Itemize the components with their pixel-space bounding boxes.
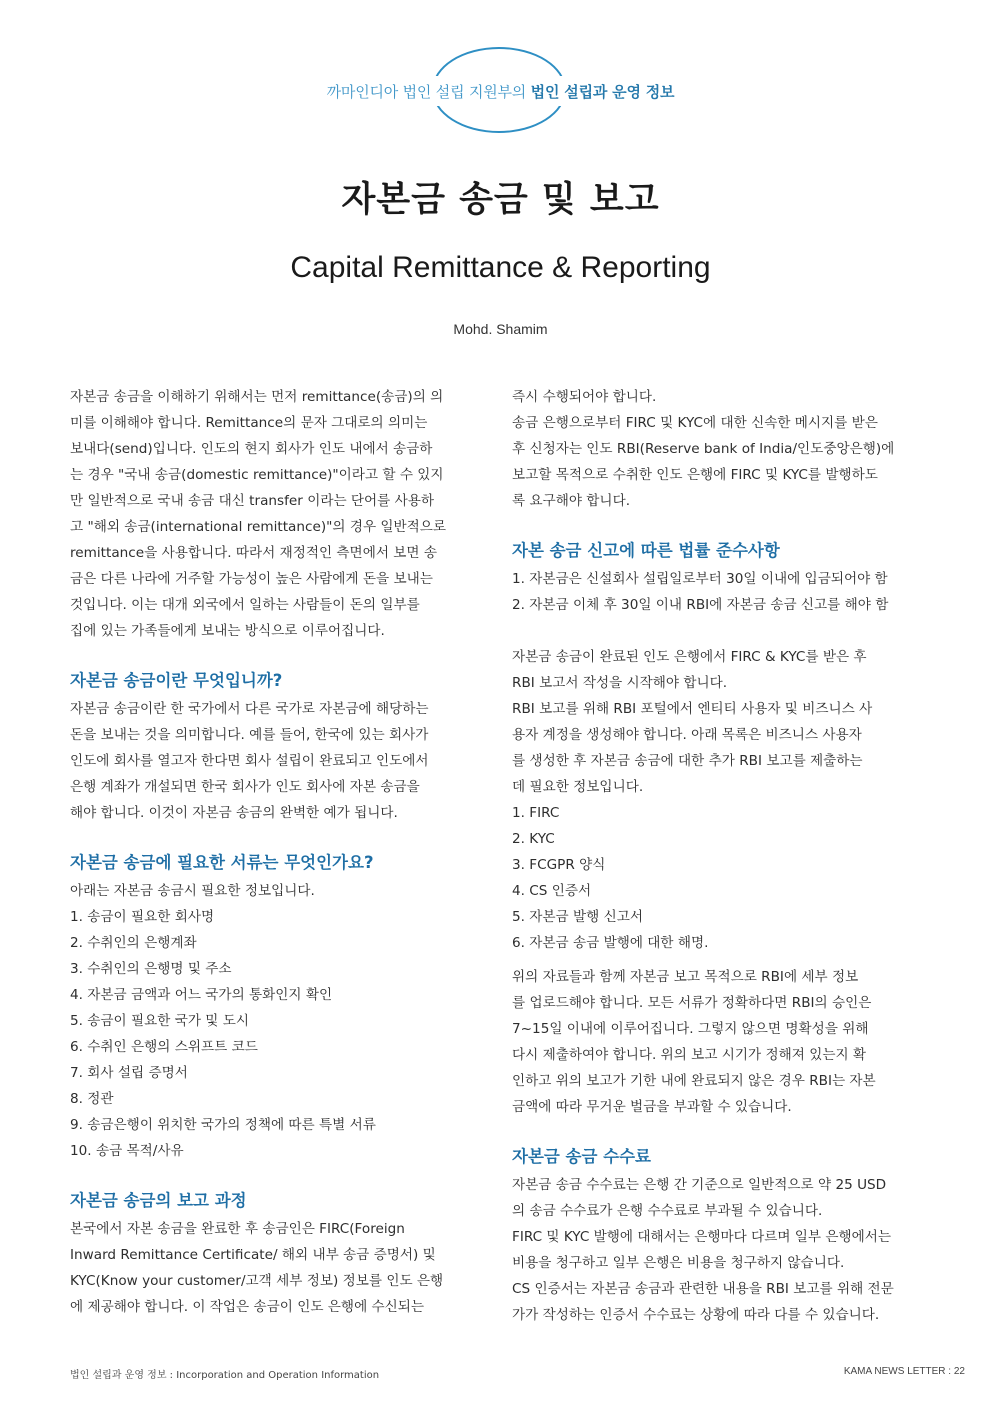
text-line: 송금 은행으로부터 FIRC 및 KYC에 대한 신속한 메시지를 받은 [512, 415, 878, 431]
text-line: CS 인증서는 자본금 송금과 관련한 내용을 RBI 보고를 위해 전문 [512, 1281, 894, 1297]
text-line: 은행 계좌가 개설되면 한국 회사가 인도 회사에 자본 송금을 [70, 779, 420, 795]
series-prefix: 까마인디아 법인 설립 지원부의 [326, 83, 531, 101]
list-item: 5. 송금이 필요한 국가 및 도시 [70, 1013, 250, 1029]
text-line: 본국에서 자본 송금을 완료한 후 송금인은 FIRC(Foreign [70, 1221, 405, 1237]
text-line: 자본금 송금 수수료는 은행 간 기준으로 일반적으로 약 25 USD [512, 1177, 887, 1193]
text-line: 아래는 자본금 송금시 필요한 정보입니다. [70, 883, 315, 899]
text-line: 자본금 송금이란 한 국가에서 다른 국가로 자본금에 해당하는 [70, 701, 429, 717]
text-line: 인하고 위의 보고가 기한 내에 완료되지 않은 경우 RBI는 자본 [512, 1073, 876, 1089]
section-body [512, 1172, 932, 1328]
text-line: 위의 자료들과 함께 자본금 보고 목적으로 RBI에 세부 정보 [512, 969, 859, 985]
text-line: 자본금 송금을 이해하기 위해서는 먼저 remittance(송금)의 의 [70, 389, 444, 405]
text-line: 자본금 송금이 완료된 인도 은행에서 FIRC & KYC를 받은 후 [512, 649, 867, 665]
section-heading-what-is-capital-remittance: 자본금 송금이란 무엇입니까? [70, 671, 283, 690]
section-body [512, 566, 932, 618]
text-line: 금액에 따라 무거운 벌금을 부과할 수 있습니다. [512, 1099, 792, 1115]
list-item: 2. 자본금 이체 후 30일 이내 RBI에 자본금 송금 신고를 해야 함 [512, 597, 889, 613]
text-line: 인도에 회사를 열고자 한다면 회사 설립이 완료되고 인도에서 [70, 753, 429, 769]
text-line: 보내다(send)입니다. 인도의 현지 회사가 인도 내에서 송금하 [70, 441, 433, 457]
list-item: 7. 회사 설립 증명서 [70, 1065, 188, 1081]
list-item: 4. 자본금 금액과 어느 국가의 통화인지 확인 [70, 987, 333, 1003]
text-line: 의 송금 수수료가 은행 수수료로 부과될 수 있습니다. [512, 1203, 823, 1219]
series-bold: 법인 설립과 운영 정보 [530, 83, 675, 101]
upload-details-paragraph [512, 964, 932, 1120]
footer-section-label: 법인 설립과 운영 정보 : Incorporation and Operation Information [70, 1370, 380, 1381]
list-item: 2. KYC [512, 831, 555, 847]
list-item: 5. 자본금 발행 신고서 [512, 909, 643, 925]
section-heading-legal-compliance: 자본 송금 신고에 따른 법률 준수사항 [512, 541, 780, 560]
author-name: Mohd. Shamim [453, 321, 548, 337]
list-item: 10. 송금 목적/사유 [70, 1143, 184, 1159]
list-item: 4. CS 인증서 [512, 883, 592, 899]
text-line: Inward Remittance Certificate/ 해외 내부 송금 증명서) 및 [70, 1247, 436, 1263]
series-title [0, 81, 1001, 102]
text-line: 가가 작성하는 인증서 수수료는 상황에 따라 다를 수 있습니다. [512, 1307, 880, 1323]
rbi-reporting-paragraph [512, 644, 932, 956]
text-line: 미를 이해해야 합니다. Remittance의 문자 그대로의 의미는 [70, 415, 428, 431]
text-line: 것입니다. 이는 대개 외국에서 일하는 사람들이 돈의 일부를 [70, 597, 420, 613]
list-item: 6. 자본금 송금 발행에 대한 해명. [512, 935, 709, 951]
section-heading-remittance-fees: 자본금 송금 수수료 [512, 1147, 652, 1166]
list-item: 6. 수취인 은행의 스위프트 코드 [70, 1039, 258, 1055]
right-column [512, 384, 932, 1328]
page-title-english: Capital Remittance & Reporting [290, 251, 711, 284]
text-line: 를 생성한 후 자본금 송금에 대한 추가 RBI 보고를 제출하는 [512, 753, 863, 769]
text-line: RBI 보고를 위해 RBI 포털에서 엔티티 사용자 및 비즈니스 사 [512, 701, 873, 717]
text-line: 에 제공해야 합니다. 이 작업은 송금이 인도 은행에 수신되는 [70, 1299, 425, 1315]
text-line: 7~15일 이내에 이루어집니다. 그렇지 않으면 명확성을 위해 [512, 1021, 869, 1037]
text-line: FIRC 및 KYC 발행에 대해서는 은행마다 다르며 일부 은행에서는 [512, 1229, 892, 1245]
text-line: 해야 합니다. 이것이 자본금 송금의 완벽한 예가 됩니다. [70, 805, 398, 821]
text-line: 고 "해외 송금(international remittance)"의 경우 일반적으로 [70, 519, 447, 535]
list-item: 3. FCGPR 양식 [512, 857, 606, 873]
text-line: 를 업로드해야 합니다. 모든 서류가 정확하다면 RBI의 승인은 [512, 995, 872, 1011]
text-line: 돈을 보내는 것을 의미합니다. 예를 들어, 한국에 있는 회사가 [70, 727, 429, 743]
text-line: 만 일반적으로 국내 송금 대신 transfer 이라는 단어를 사용하 [70, 493, 435, 509]
text-line: 는 경우 "국내 송금(domestic remittance)"이라고 할 수 있지 [70, 467, 444, 483]
text-line: 즉시 수행되어야 합니다. [512, 389, 657, 405]
list-item: 8. 정관 [70, 1091, 114, 1107]
text-line: 보고할 목적으로 수취한 인도 은행에 FIRC 및 KYC를 발행하도 [512, 467, 878, 483]
section-body [70, 696, 485, 826]
continued-paragraph [512, 384, 932, 514]
list-item: 1. 자본금은 신설회사 설립일로부터 30일 이내에 입금되어야 함 [512, 571, 888, 587]
section-body [70, 878, 485, 1164]
page-title-korean: 자본금 송금 및 보고 [341, 180, 660, 220]
footer-page-number: KAMA NEWS LETTER : 22 [843, 1366, 965, 1377]
section-body [70, 1216, 485, 1320]
left-column [70, 384, 485, 1320]
text-line: 용자 계정을 생성해야 합니다. 아래 목록은 비즈니스 사용자 [512, 727, 862, 743]
text-line: 비용을 청구하고 일부 은행은 비용을 청구하지 않습니다. [512, 1255, 845, 1271]
intro-paragraph [70, 384, 485, 644]
text-line: 록 요구해야 합니다. [512, 493, 631, 509]
text-line: RBI 보고서 작성을 시작해야 합니다. [512, 675, 728, 691]
list-item: 3. 수취인의 은행명 및 주소 [70, 961, 232, 977]
list-item: 1. 송금이 필요한 회사명 [70, 909, 215, 925]
list-item: 9. 송금은행이 위치한 국가의 정책에 따른 특별 서류 [70, 1117, 376, 1133]
text-line: 데 필요한 정보입니다. [512, 779, 644, 795]
list-item: 1. FIRC [512, 805, 560, 821]
text-line: 후 신청자는 인도 RBI(Reserve bank of India/인도중앙은행)에 [512, 441, 895, 457]
text-line: remittance을 사용합니다. 따라서 재정적인 측면에서 보면 송 [70, 545, 437, 561]
list-item: 2. 수취인의 은행계좌 [70, 935, 197, 951]
text-line: 집에 있는 가족들에게 보내는 방식으로 이루어집니다. [70, 623, 385, 639]
text-line: KYC(Know your customer/고객 세부 정보) 정보를 인도 은행 [70, 1273, 444, 1289]
section-heading-required-documents: 자본금 송금에 필요한 서류는 무엇인가요? [70, 853, 374, 872]
text-line: 다시 제출하여야 합니다. 위의 보고 시기가 정해져 있는지 확 [512, 1047, 867, 1063]
section-heading-reporting-process: 자본금 송금의 보고 과정 [70, 1191, 247, 1210]
text-line: 금은 다른 나라에 거주할 가능성이 높은 사람에게 돈을 보내는 [70, 571, 433, 587]
